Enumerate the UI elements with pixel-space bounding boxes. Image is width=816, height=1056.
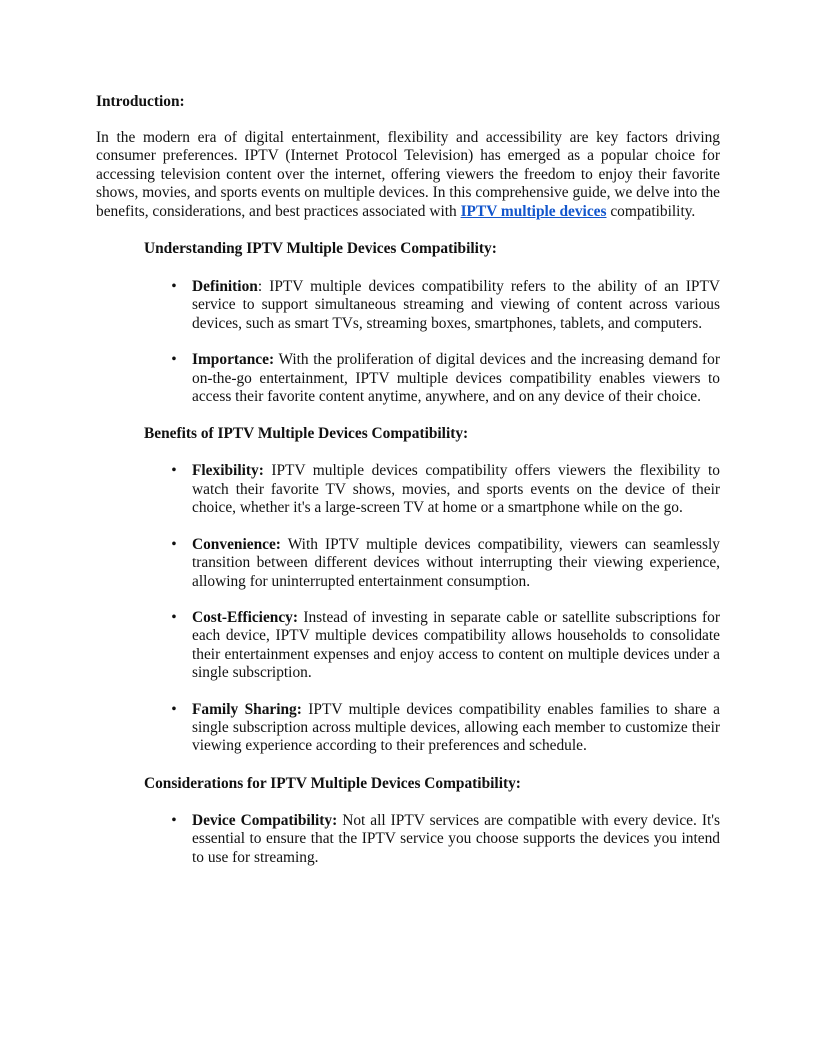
- bullet-icon: •: [171, 700, 177, 718]
- text-family-sharing: IPTV multiple devices compatibility enables families to share a single subscription across multiple devices, allowing each member to customize their viewing experience according to their preferences and schedule.: [192, 700, 720, 755]
- term-convenience: Convenience:: [192, 535, 281, 553]
- list-item-family-sharing: [168, 701, 720, 756]
- list-understanding: [168, 278, 720, 406]
- text-cost-efficiency: Instead of investing in separate cable or satellite subscriptions for each device, IPTV multiple devices compatibility allows households to consolidate their entertainment expenses and enjoy access to content on multiple devices under a single subscription.: [192, 608, 720, 682]
- term-flexibility: Flexibility:: [192, 462, 264, 480]
- list-item-importance: [168, 351, 720, 406]
- section-heading-considerations: Considerations for IPTV Multiple Devices Compatibility:: [144, 774, 521, 792]
- text-importance: With the proliferation of digital devices and the increasing demand for on-the-go entertainment, IPTV multiple devices compatibility enables viewers to access their favorite content anytime, anywhere, and on any device of their choice.: [192, 351, 720, 406]
- iptv-multiple-devices-link[interactable]: IPTV multiple devices: [460, 202, 607, 220]
- section-heading-understanding: Understanding IPTV Multiple Devices Compatibility:: [144, 240, 497, 258]
- list-considerations: [168, 812, 720, 867]
- intro-paragraph: [96, 129, 720, 221]
- text-definition: : IPTV multiple devices compatibility refers to the ability of an IPTV service to support simultaneous streaming and viewing of content across various devices, such as smart TVs, streaming boxes, smartphones, tablets, and computers.: [192, 278, 720, 332]
- intro-text-before-link: In the modern era of digital entertainment, flexibility and accessibility are key factors driving consumer preferences. IPTV (Internet Protocol Television) has emerged as a popular choice for accessing television content over the internet, offering viewers the freedom to enjoy their favorite shows, movies, and sports events on multiple devices. In this comprehensive guide, we delve into the benefits, considerations, and best practices associated with: [96, 129, 720, 220]
- bullet-icon: •: [171, 811, 177, 829]
- bullet-icon: •: [171, 462, 177, 480]
- text-flexibility: IPTV multiple devices compatibility offers viewers the flexibility to watch their favorite TV shows, movies, and sports events on the device of their choice, whether it's a large-screen TV at home or a smartphone while on the go.: [192, 462, 720, 517]
- bullet-icon: •: [171, 278, 177, 296]
- term-family-sharing: Family Sharing:: [192, 700, 302, 718]
- term-definition: Definition: [192, 278, 258, 296]
- list-benefits: [168, 462, 720, 755]
- section-heading-benefits: Benefits of IPTV Multiple Devices Compatibility:: [144, 425, 469, 443]
- list-item-device-compatibility: [168, 812, 720, 867]
- intro-heading: Introduction:: [96, 93, 185, 110]
- list-item-cost-efficiency: [168, 609, 720, 683]
- list-item-convenience: [168, 536, 720, 591]
- bullet-icon: •: [171, 608, 177, 626]
- text-convenience: With IPTV multiple devices compatibility, viewers can seamlessly transition between different devices without interrupting their viewing experience, allowing for uninterrupted entertainment consumption.: [192, 535, 720, 590]
- list-item-definition: [168, 278, 720, 333]
- term-device-compatibility: Device Compatibility:: [192, 811, 338, 829]
- bullet-icon: •: [171, 351, 177, 369]
- document-page: [96, 92, 720, 867]
- intro-text-after-link: compatibility.: [606, 202, 696, 220]
- list-item-flexibility: [168, 462, 720, 517]
- term-cost-efficiency: Cost-Efficiency:: [192, 608, 298, 626]
- text-device-compatibility: Not all IPTV services are compatible with every device. It's essential to ensure that the IPTV service you choose supports the devices you intend to use for streaming.: [192, 811, 720, 866]
- bullet-icon: •: [171, 535, 177, 553]
- term-importance: Importance:: [192, 351, 275, 369]
